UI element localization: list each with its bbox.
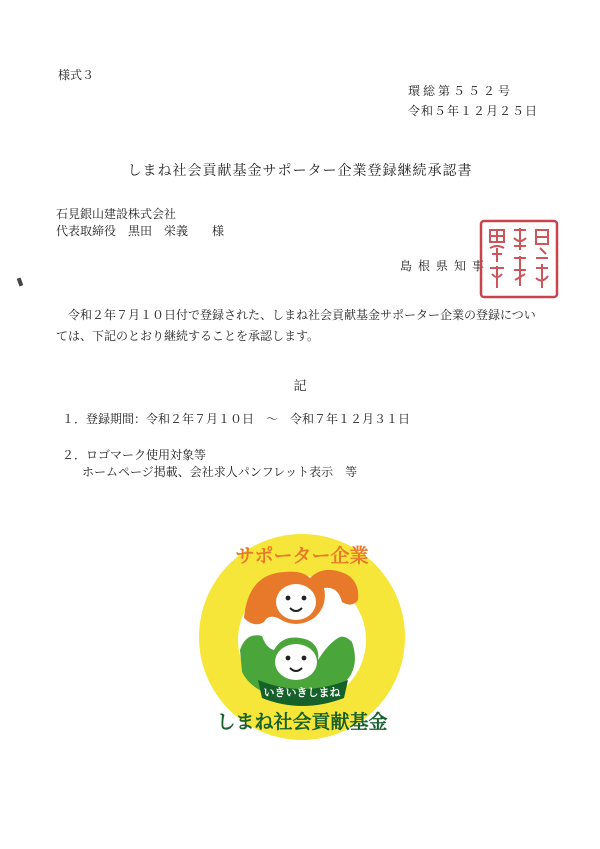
ki-heading: 記 <box>293 379 307 394</box>
form-number: 様式３ <box>58 68 95 82</box>
scan-speck <box>17 278 23 287</box>
recipient-company: 石見銀山建設株式会社 <box>56 207 177 221</box>
body-line-2: ては、下記のとおり継続することを承認します。 <box>56 329 320 343</box>
recipient-representative: 代表取締役 黒田 栄義 様 <box>56 224 225 238</box>
official-seal-stamp <box>478 218 560 300</box>
issuer-name: 島根県知事 <box>400 259 491 273</box>
logo-ribbon-text: いきいきしまね <box>263 686 341 699</box>
logo-bottom-text: しまね社会貢献基金 <box>216 711 388 733</box>
body-line-1: 令和２年７月１０日付で登録された、しまね社会貢献基金サポーター企業の登録につい <box>68 308 536 322</box>
document-title: しまね社会貢献基金サポーター企業登録継続承認書 <box>127 163 473 179</box>
document-number: 環総第５５２号 <box>408 84 514 98</box>
registration-period: １．登録期間：令和２年７月１０日 ～ 令和７年１２月３１日 <box>62 412 411 426</box>
logo-usage-detail: ホームページ掲載、会社求人パンフレット表示 等 <box>82 465 358 479</box>
document-date: 令和５年１２月２５日 <box>408 104 539 118</box>
supporter-logo-mark <box>192 522 412 752</box>
logo-usage-heading: ２．ロゴマーク使用対象等 <box>62 448 207 462</box>
logo-top-text: サポーター企業 <box>235 545 369 567</box>
